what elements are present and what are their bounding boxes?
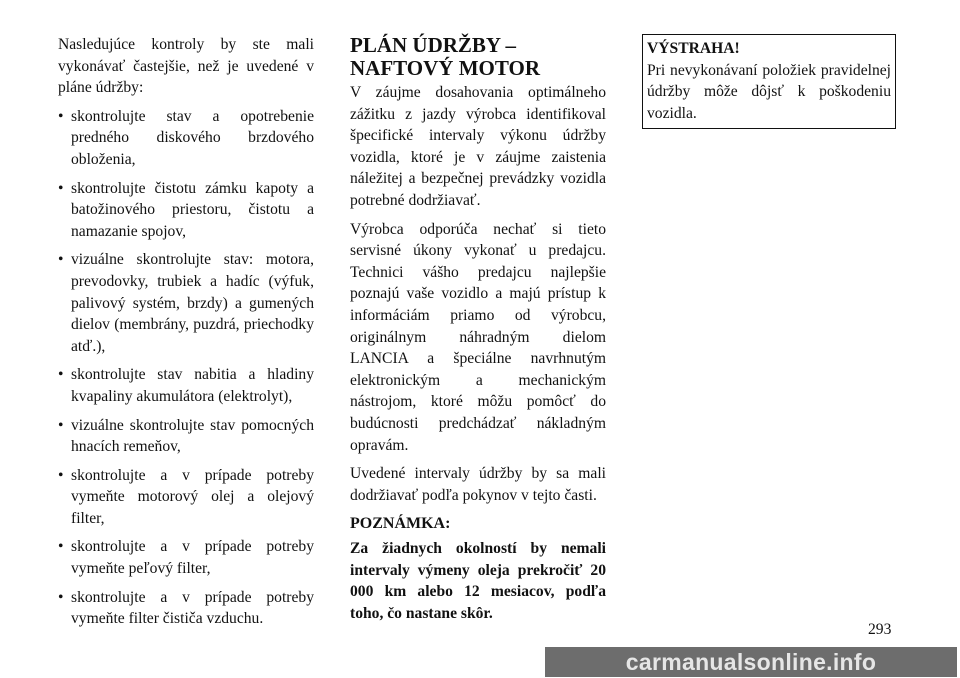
section-heading [350, 34, 606, 80]
check-list-item: • skontrolujte a v prípade potreby vymeňte peľový filter, [58, 536, 314, 579]
intro-paragraph: Nasledujúce kontroly by ste mali vykonávať častejšie, než je uvedené v pláne údržby: [58, 36, 314, 97]
check-list [58, 106, 314, 630]
warning-title: VÝSTRAHA! [647, 40, 740, 57]
watermark-banner: carmanualsonline.info [545, 647, 957, 677]
check-list-item: • vizuálne skontrolujte stav pomocných hnacích remeňov, [58, 415, 314, 458]
body-paragraph: V záujme dosahovania optimálneho zážitku z jazdy výrobca identifikoval špecifické intervaly výkonu údržby vozidla, ktoré je v záujme zaistenia náležitej a bezpečnej prevádzky vozidla potrebné dodržiavať. [350, 84, 606, 209]
note-text: Za žiadnych okolností by nemali intervaly výmeny oleja prekročiť 20 000 km alebo 12 mesiacov, podľa toho, čo nastane skôr. [350, 540, 606, 623]
warning-box [642, 34, 896, 129]
left-column [58, 34, 314, 637]
check-list-item: • skontrolujte čistotu zámku kapoty a batožinového priestoru, čistotu a namazanie spojov, [58, 178, 314, 243]
note-heading: POZNÁMKA: [350, 515, 451, 533]
middle-column [350, 34, 606, 625]
check-list-item: • skontrolujte stav nabitia a hladiny kvapaliny akumulátora (elektrolyt), [58, 364, 314, 407]
right-column [642, 34, 896, 129]
check-list-item: • skontrolujte stav a opotrebenie predného diskového brzdového obloženia, [58, 106, 314, 171]
check-list-item: • vizuálne skontrolujte stav: motora, prevodovky, trubiek a hadíc (výfuk, palivový systém, brzdy) a gumených dielov (membrány, puzdrá, priechodky atď.), [58, 249, 314, 357]
section-heading-line2: NAFTOVÝ MOTOR [350, 56, 540, 80]
warning-text: Pri nevykonávaní položiek pravidelnej údržby môže dôjsť k poškodeniu vozidla. [647, 61, 891, 122]
check-list-item: • skontrolujte a v prípade potreby vymeňte motorový olej a olejový filter, [58, 465, 314, 530]
check-list-item: • skontrolujte a v prípade potreby vymeňte filter čističa vzduchu. [58, 587, 314, 630]
section-heading-line1: PLÁN ÚDRŽBY – [350, 33, 517, 57]
page-number: 293 [868, 621, 892, 638]
body-paragraph: Výrobca odporúča nechať si tieto servisné úkony vykonať u predajcu. Technici vášho predajcu najlepšie poznajú vaše vozidlo a majú prístup k informáciám priamo od výrobcu, originálnym náhradným dielom LANCIA a špeciálne navrhnutým elektronickým a mechanickým nástrojom, ktoré môžu pomôcť do budúcnosti predchádzať nákladným opravám. [350, 220, 606, 454]
body-paragraph: Uvedené intervaly údržby by sa mali dodržiavať podľa pokynov v tejto časti. [350, 465, 606, 504]
